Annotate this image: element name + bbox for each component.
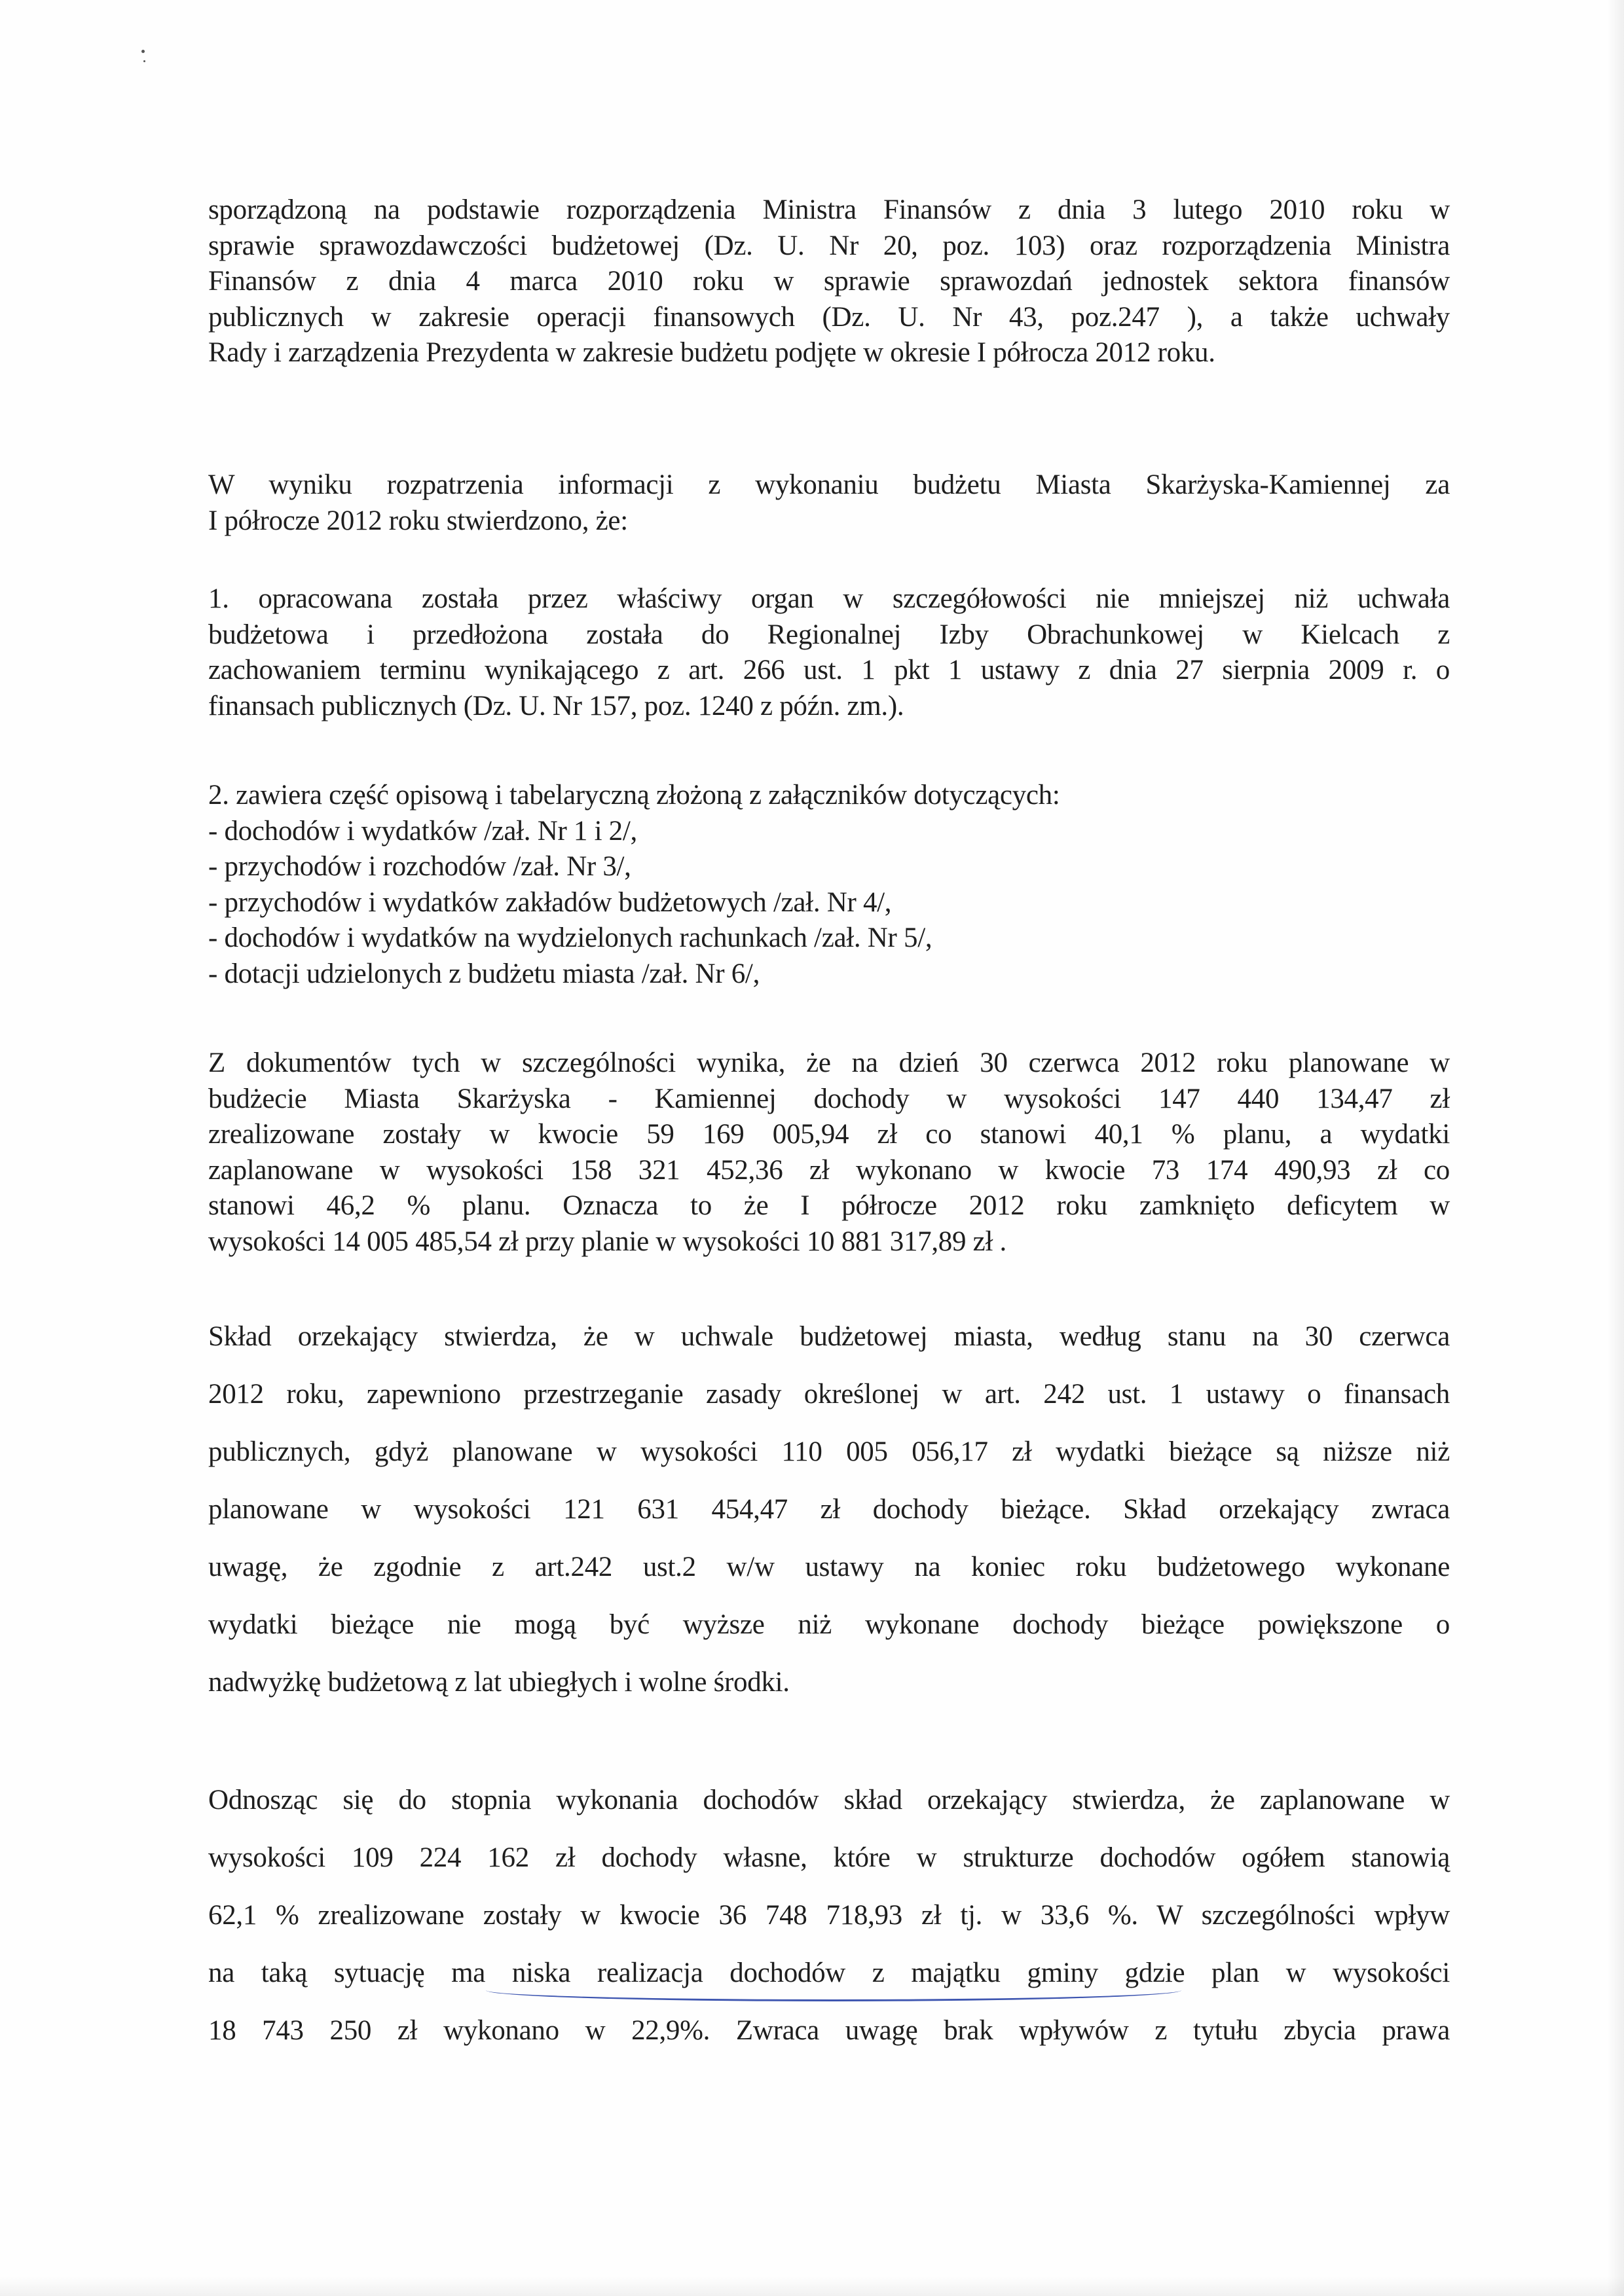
list-item: - przychodów i rozchodów /zał. Nr 3/,	[208, 851, 631, 882]
paragraph-documents	[208, 1046, 1450, 1260]
scan-speck	[141, 50, 145, 53]
text-line: sporządzoną na podstawie rozporządzenia Ministra Finansów z dnia 3 lutego 2010 roku w	[208, 194, 1450, 225]
text-line: uwagę, że zgodnie z art.242 ust.2 w/w ustawy na koniec roku budżetowego wykonane	[208, 1552, 1450, 1582]
text-line: budżecie Miasta Skarżyska - Kamiennej dochody w wysokości 147 440 134,47 zł	[208, 1083, 1450, 1114]
list-item: - przychodów i wydatków zakładów budżetowych /zał. Nr 4/,	[208, 886, 892, 918]
point-1	[208, 581, 1450, 724]
text-line: 2012 roku, zapewniono przestrzeganie zasady określonej w art. 242 ust. 1 ustawy o finansach	[208, 1379, 1450, 1410]
text-line: nadwyżkę budżetową z lat ubiegłych i wolne środki.	[208, 1667, 790, 1698]
text-line: finansach publicznych (Dz. U. Nr 157, poz. 1240 z późn. zm.).	[208, 690, 904, 721]
list-item: - dochodów i wydatków /zał. Nr 1 i 2/,	[208, 815, 637, 847]
text-line: wydatki bieżące nie mogą być wyższe niż wykonane dochody bieżące powiększone o	[208, 1609, 1450, 1640]
text-line: 1. opracowana została przez właściwy organ w szczegółowości nie mniejszej niż uchwała	[208, 583, 1450, 614]
text-line: planowane w wysokości 121 631 454,47 zł dochody bieżące. Skład orzekający zwraca	[208, 1494, 1450, 1525]
text-line: zrealizowane zostały w kwocie 59 169 005,94 zł co stanowi 40,1 % planu, a wydatki	[208, 1119, 1450, 1150]
paragraph-intro	[208, 192, 1450, 371]
point-2	[208, 778, 1450, 992]
text-line: sprawie sprawozdawczości budżetowej (Dz. U. Nr 20, poz. 103) oraz rozporządzenia Ministra	[208, 230, 1450, 261]
text-line: wysokości 14 005 485,54 zł przy planie w wysokości 10 881 317,89 zł .	[208, 1226, 1006, 1257]
text-line: I półrocze 2012 roku stwierdzono, że:	[208, 505, 628, 536]
text-line: Rady i zarządzenia Prezydenta w zakresie budżetu podjęte w okresie I półrocza 2012 roku.	[208, 337, 1215, 368]
text-line: 62,1 % zrealizowane zostały w kwocie 36 748 718,93 zł tj. w 33,6 %. W szczególności wpływ	[208, 1900, 1450, 1931]
list-item: - dotacji udzielonych z budżetu miasta /zał. Nr 6/,	[208, 958, 760, 989]
text-line: stanowi 46,2 % planu. Oznacza to że I półrocze 2012 roku zamknięto deficytem w	[208, 1190, 1450, 1221]
text-line: Odnosząc się do stopnia wykonania dochodów skład orzekający stwierdza, że zaplanowane w	[208, 1785, 1450, 1815]
page-bottom-shadow	[0, 2276, 1624, 2296]
paragraph-revenue	[208, 1772, 1450, 2060]
text-line: wysokości 109 224 162 zł dochody własne, które w strukturze dochodów ogółem stanowią	[208, 1842, 1450, 1873]
text-line: budżetowa i przedłożona została do Regionalnej Izby Obrachunkowej w Kielcach z	[208, 619, 1450, 650]
text-line: zaplanowane w wysokości 158 321 452,36 zł wykonano w kwocie 73 174 490,93 zł co	[208, 1154, 1450, 1186]
text-line: 2. zawiera część opisową i tabelaryczną złożoną z załączników dotyczących:	[208, 780, 1060, 811]
list-item: - dochodów i wydatków na wydzielonych rachunkach /zał. Nr 5/,	[208, 922, 932, 953]
page-edge-shadow	[1607, 0, 1624, 2296]
text-line: na taką sytuację ma niska realizacja dochodów z majątku gminy gdzie plan w wysokości	[208, 1958, 1450, 1988]
text-line: Finansów z dnia 4 marca 2010 roku w sprawie sprawozdań jednostek sektora finansów	[208, 266, 1450, 297]
paragraph-findings-intro	[208, 467, 1450, 539]
text-line: publicznych, gdyż planowane w wysokości 110 005 056,17 zł wydatki bieżące są niższe niż	[208, 1436, 1450, 1467]
text-line: W wyniku rozpatrzenia informacji z wykonaniu budżetu Miasta Skarżyska-Kamiennej za	[208, 469, 1450, 500]
scan-speck	[143, 60, 145, 62]
text-line: zachowaniem terminu wynikającego z art. 266 ust. 1 pkt 1 ustawy z dnia 27 sierpnia 2009 r. o	[208, 655, 1450, 685]
paragraph-panel-statement	[208, 1308, 1450, 1711]
text-line: Skład orzekający stwierdza, że w uchwale budżetowej miasta, według stanu na 30 czerwca	[208, 1321, 1450, 1352]
text-line: publicznych w zakresie operacji finansowych (Dz. U. Nr 43, poz.247 ), a także uchwały	[208, 301, 1450, 333]
text-line: Z dokumentów tych w szczególności wynika, że na dzień 30 czerwca 2012 roku planowane w	[208, 1048, 1450, 1078]
text-line: 18 743 250 zł wykonano w 22,9%. Zwraca uwagę brak wpływów z tytułu zbycia prawa	[208, 2015, 1450, 2046]
